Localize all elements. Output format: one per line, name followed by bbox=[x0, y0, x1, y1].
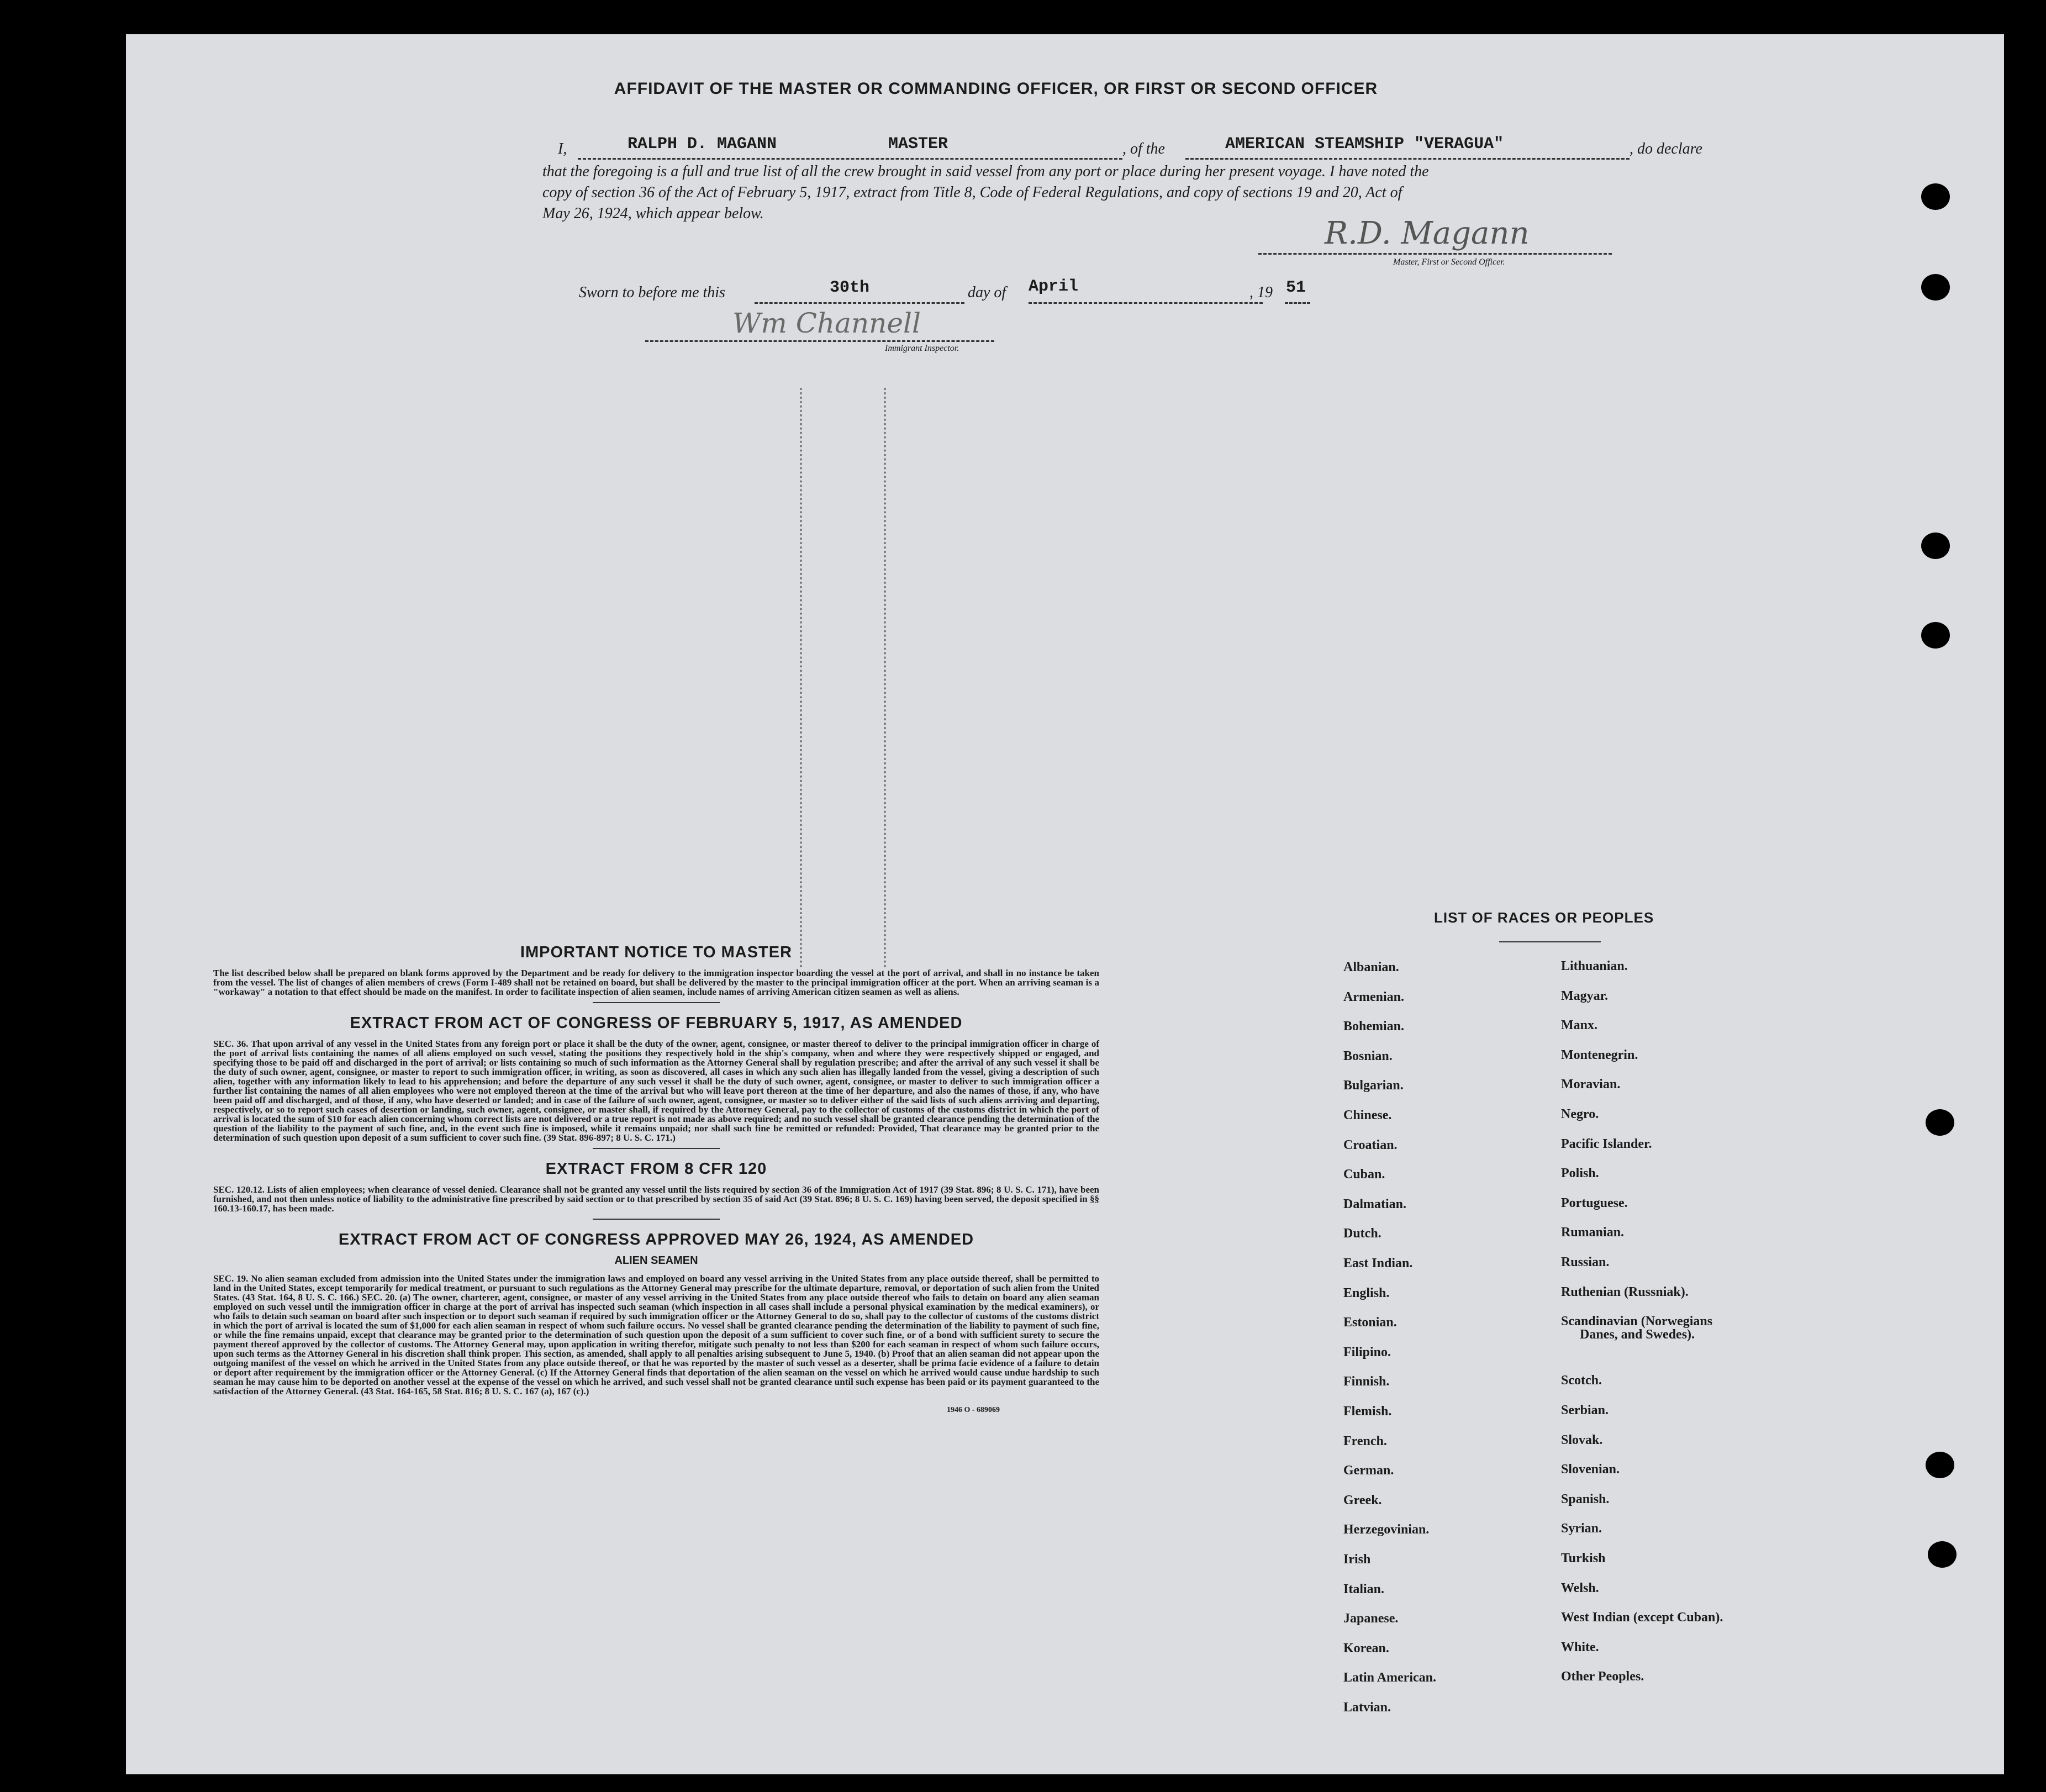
race-item: Dutch. bbox=[1343, 1226, 1381, 1241]
dotted-column-2 bbox=[884, 388, 889, 968]
race-item: Flemish. bbox=[1343, 1404, 1392, 1419]
affidavit-body-line-2: copy of section 36 of the Act of February 5, 1917, extract from Title 8, Code of Federal Regulations, and copy of sections 19 and 20, Act of bbox=[542, 184, 1402, 201]
race-item: Estonian. bbox=[1343, 1315, 1397, 1330]
race-item: Danes, and Swedes). bbox=[1580, 1327, 1695, 1342]
year-prefix: , 19 bbox=[1249, 284, 1273, 301]
extract-cfr-rule bbox=[593, 1219, 720, 1220]
binder-hole bbox=[1926, 1452, 1954, 1478]
inspector-caption: Immigrant Inspector. bbox=[885, 344, 959, 353]
extract-1924-subtitle: ALIEN SEAMEN bbox=[614, 1255, 698, 1267]
binder-hole bbox=[1921, 183, 1950, 210]
race-item: English. bbox=[1343, 1285, 1390, 1300]
race-item: Spanish. bbox=[1561, 1491, 1610, 1506]
race-item: Dalmatian. bbox=[1343, 1197, 1406, 1211]
race-item: Greek. bbox=[1343, 1493, 1382, 1508]
notice-section bbox=[213, 944, 1099, 1415]
extract-1924-text: SEC. 19. No alien seaman excluded from admission into the United States under the immigration laws and employed on board any vessel arriving in the United States from any place outside thereof, shall be permitted to land in the United States, except temporarily for medical treatment, or pursuant to such regulations as the Attorney General may prescribe for the ultimate departure, removal, or deportation of such alien from the United States. (43 Stat. 164, 8 U. S. C. 166.) SEC. 20. (a) The owner, charterer, agent, consignee, or master of any vessel arriving in the United States from any place outside thereof who fails to detain on board any alien seaman employed on such vessel until the immigration officer in charge at the port of arrival has inspected such seaman (which inspection in all cases shall include a personal physical examination by the medical examiners), or who fails to detain such seaman on board after such inspection or to deport such seaman if required by such immigration officer or the Attorney General to do so, shall pay to the collector of customs of the customs district in which the port of arrival is located the sum of $1,000 for each alien seaman in respect of whom such failure occurs. No vessel shall be granted clearance pending the determination of the liability to payment of such fine, or while the fine remains unpaid, except that clearance may be granted prior to the determination of such question upon the deposit of a sum sufficient to cover such fine, or of a bond with sufficient surety to secure the payment thereof approved by the collector of customs. The Attorney General may, upon application in writing therefor, mitigate such penalty to not less than $200 for each seaman in respect of whom such failure occurs, upon such terms as the Attorney General in his discretion shall think proper. This section, as amended, shall apply to all penalties arising subsequent to June 5, 1940. (b) Proof that an alien seaman did not appear upon the outgoing manifest of the vessel on which he arrived in the United States from any place outside thereof, or that he was reported by the master of such vessel as a deserter, shall be prima facie evidence of a failure to detain or deport after requirement by the immigration officer or the Attorney General. (c) If the Attorney General finds that deportation of the alien seaman on the vessel on which he arrived would cause undue hardship to such seaman he may cause him to be deported on another vessel at the expense of the vessel on which he arrived, and such vessel shall not be granted clearance until such expense has been paid or its payment guaranteed to the satisfaction of the Attorney General. (43 Stat. 164-165, 58 Stat. 816; 8 U. S. C. 167 (a), 167 (c).) bbox=[213, 1273, 1099, 1396]
race-item: Irish bbox=[1343, 1552, 1371, 1567]
race-item: Armenian. bbox=[1343, 989, 1404, 1004]
affidavit-title: AFFIDAVIT OF THE MASTER OR COMMANDING OFFICER, OR FIRST OR SECOND OFFICER bbox=[614, 80, 1378, 98]
binder-hole bbox=[1921, 622, 1950, 649]
document-sheet bbox=[126, 34, 2004, 1774]
race-item: Latin American. bbox=[1343, 1670, 1436, 1685]
race-item: Moravian. bbox=[1561, 1077, 1621, 1092]
vessel-line bbox=[1185, 155, 1630, 160]
race-item: Slovenian. bbox=[1561, 1462, 1620, 1477]
race-item: Korean. bbox=[1343, 1641, 1389, 1656]
race-item: German. bbox=[1343, 1463, 1394, 1478]
races-rule bbox=[1499, 941, 1601, 942]
inspector-signature: Wm Channell bbox=[732, 307, 921, 339]
notice-text: The list described below shall be prepared on blank forms approved by the Department and be ready for delivery to the immigration inspector boarding the vessel at the port of arrival, and shall in no instance be taken from the vessel. The list of changes of alien members of crews (Form I-489 shall not be retained on board, but shall be delivered by the master to the principal immigration officer at the port. When an arriving seaman is a "workaway" a notation to that effect should be made on the manifest. In order to facilitate inspection of alien seamen, include names of arriving American citizen seamen as well as aliens. bbox=[213, 968, 1099, 997]
race-item: Turkish bbox=[1561, 1551, 1606, 1566]
race-item: Filipino. bbox=[1343, 1345, 1391, 1359]
of-the-label: , of the bbox=[1122, 140, 1165, 157]
race-item: Scotch. bbox=[1561, 1373, 1602, 1388]
year-line bbox=[1285, 299, 1310, 304]
race-item: Negro. bbox=[1561, 1107, 1599, 1121]
race-item: Italian. bbox=[1343, 1582, 1385, 1596]
sworn-label: Sworn to before me this bbox=[579, 284, 725, 301]
name-line bbox=[578, 155, 1122, 160]
affidavit-body bbox=[542, 161, 1719, 224]
extract-1917-text: SEC. 36. That upon arrival of any vessel in the United States from any foreign port or place it shall be the duty of the owner, agent, consignee, or master thereof to deliver to the principal immigration officer in charge of the port of arrival lists containing the names of all aliens employed on such vessel, stating the positions they respectively hold in the ship's company, when and where they were respectively shipped or engaged, and specifying those to be paid off and discharged in the port of arrival; or lists containing so much of such information as the Attorney General shall by regulation prescribe; and after the arrival of any such vessel it shall be the duty of such owner, agent, consignee, or master to report to such immigration officer, in writing, as soon as discovered, all cases in which any such alien has illegally landed from the vessel, giving a description of such alien, together with any information likely to lead to his apprehension; and before the departure of any such vessel it shall be the duty of such owner, agent, consignee, or master to deliver to such immigration officer a further list containing the names of all alien employees who were not employed thereon at the time of the arrival but who will leave port thereon at the time of her departure, and also the names of those, if any, who have been paid off and discharged, and of those, if any, who have deserted or landed; and in case of the failure of such owner, agent, consignee, or master so to deliver either of the said lists of such aliens arriving and departing, respectively, or so to report such cases of desertion or landing, such owner, agent, consignee, or master shall, if required by the Attorney General, pay to the collector of customs of the customs district in which the port of arrival is located the sum of $10 for each alien concerning whom correct lists are not delivered or a true report is not made as above required; and no such vessel shall be granted clearance pending the determination of the question of the liability to the payment of such fine, and, in the event such fine is imposed, while it remains unpaid; nor shall such fine be remitted or refunded: Provided, That clearance may be granted prior to the determination of such question upon deposit of a sum sufficient to cover such fine. (39 Stat. 896-897; 8 U. S. C. 171.) bbox=[213, 1039, 1099, 1143]
race-item: Ruthenian (Russniak). bbox=[1561, 1284, 1689, 1299]
race-item: Herzegovinian. bbox=[1343, 1522, 1430, 1537]
extract-1924-title: EXTRACT FROM ACT OF CONGRESS APPROVED MAY 26, 1924, AS AMENDED bbox=[338, 1231, 974, 1248]
binder-hole bbox=[1921, 533, 1950, 559]
print-code: 1946 O - 689069 bbox=[946, 1406, 1000, 1414]
day-value: 30th bbox=[830, 278, 870, 297]
extract-cfr-title: EXTRACT FROM 8 CFR 120 bbox=[545, 1160, 767, 1178]
vessel-name: AMERICAN STEAMSHIP "VERAGUA" bbox=[1225, 135, 1504, 154]
race-item: Albanian. bbox=[1343, 960, 1399, 974]
binder-hole bbox=[1928, 1541, 1957, 1568]
master-caption: Master, First or Second Officer. bbox=[1393, 257, 1505, 267]
master-name: RALPH D. MAGANN bbox=[627, 135, 777, 154]
dotted-column-1 bbox=[800, 388, 805, 968]
race-item: Bulgarian. bbox=[1343, 1078, 1404, 1093]
race-item: Croatian. bbox=[1343, 1137, 1398, 1152]
extract-1917-title: EXTRACT FROM ACT OF CONGRESS OF FEBRUARY 5, 1917, AS AMENDED bbox=[350, 1014, 963, 1032]
race-item: Other Peoples. bbox=[1561, 1669, 1644, 1684]
extract-1917-rule bbox=[593, 1148, 720, 1149]
signature-line bbox=[1258, 251, 1612, 255]
races-title: LIST OF RACES OR PEOPLES bbox=[1434, 909, 1654, 926]
month-value: April bbox=[1029, 277, 1079, 296]
race-item: Cuban. bbox=[1343, 1167, 1385, 1182]
race-item: Finnish. bbox=[1343, 1374, 1390, 1389]
race-item: Latvian. bbox=[1343, 1700, 1391, 1715]
race-item: Manx. bbox=[1561, 1018, 1597, 1033]
race-item: Russian. bbox=[1561, 1255, 1610, 1269]
race-item: Scandinavian (Norwegians bbox=[1561, 1314, 1713, 1329]
race-item: Serbian. bbox=[1561, 1403, 1609, 1417]
month-line bbox=[1029, 299, 1263, 304]
race-item: Pacific Islander. bbox=[1561, 1136, 1652, 1151]
race-item: Syrian. bbox=[1561, 1521, 1602, 1536]
race-item: East Indian. bbox=[1343, 1256, 1413, 1271]
day-line bbox=[755, 299, 964, 304]
year-value: 51 bbox=[1286, 278, 1306, 297]
race-item: Montenegrin. bbox=[1561, 1047, 1638, 1062]
race-item: Portuguese. bbox=[1561, 1195, 1628, 1210]
master-rank: MASTER bbox=[888, 135, 948, 154]
day-of-label: day of bbox=[968, 284, 1006, 301]
race-item: Polish. bbox=[1561, 1166, 1599, 1181]
race-item: Bohemian. bbox=[1343, 1019, 1405, 1034]
race-item: Japanese. bbox=[1343, 1611, 1399, 1626]
master-signature: R.D. Magann bbox=[1325, 215, 1530, 251]
race-item: Slovak. bbox=[1561, 1432, 1603, 1447]
i-label: I, bbox=[558, 140, 567, 157]
race-item: Rumanian. bbox=[1561, 1225, 1625, 1240]
affidavit-body-line-1: that the foregoing is a full and true list of all the crew brought in said vessel from any port or place during her present voyage. I have noted the bbox=[542, 163, 1429, 180]
binder-hole bbox=[1921, 274, 1950, 301]
race-item: West Indian (except Cuban). bbox=[1561, 1610, 1723, 1625]
race-item: Lithuanian. bbox=[1561, 959, 1628, 973]
race-item: French. bbox=[1343, 1433, 1387, 1448]
notice-title: IMPORTANT NOTICE TO MASTER bbox=[520, 944, 793, 961]
race-item: White. bbox=[1561, 1640, 1599, 1654]
inspector-line bbox=[645, 338, 994, 342]
race-item: Chinese. bbox=[1343, 1108, 1392, 1122]
notice-rule bbox=[593, 1002, 720, 1003]
race-item: Bosnian. bbox=[1343, 1048, 1393, 1063]
affidavit-body-line-3: May 26, 1924, which appear below. bbox=[542, 205, 764, 222]
race-item: Welsh. bbox=[1561, 1580, 1599, 1595]
do-declare-label: , do declare bbox=[1630, 140, 1702, 157]
extract-cfr-text: SEC. 120.12. Lists of alien employees; when clearance of vessel denied. Clearance shall not be granted any vessel until the lists required by section 36 of the Immigration Act of 1917 (39 Stat. 896; 8 U. S. C. 171), have been furnished, and not then unless notice of liability to the administrative fine prescribed by said section or to that prescribed by section 35 of said Act (39 Stat. 896; 8 U. S. C. 169) having been served, the deposit specified in §§ 160.13-160.17, has been made. bbox=[213, 1184, 1099, 1214]
binder-hole bbox=[1926, 1109, 1954, 1136]
race-item: Magyar. bbox=[1561, 988, 1609, 1003]
